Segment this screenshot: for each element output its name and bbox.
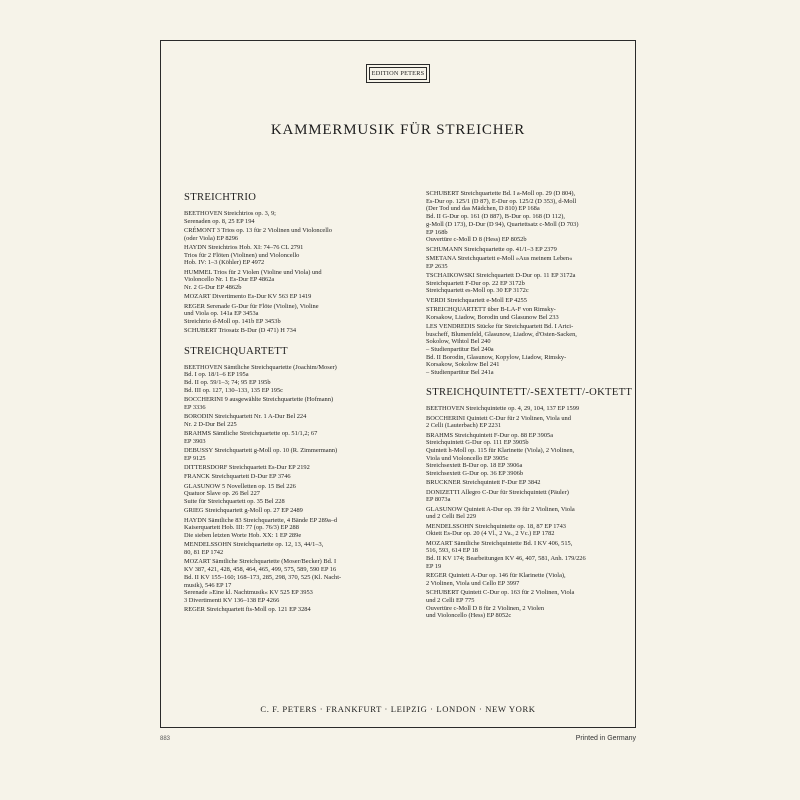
catalog-entry: HAYDN Streichtrios Hob. XI: 74–76 CL 2791 Trios für 2 Flöten (Violinen) und Violoncello Hob. IV: 1–3 (Köhler) EP 4972 bbox=[184, 244, 304, 267]
catalog-entry: MENDELSSOHN Streichquintette op. 18, 87 EP 1743 Oktett Es-Dur op. 20 (4 Vl., 2 Va., 2 Vc.) EP 1782 bbox=[426, 522, 566, 538]
catalog-entry: SCHUBERT Streichquartette Bd. I a-Moll op. 29 (D 804), Es-Dur op. 125/1 (D 87), E-Dur op. 125/2 (D 353), d-Moll (Der Tod und das Mädchen, D 810) EP 168a Bd. II G-Dur op. 161 (D 887), B-Dur op. 168 (D 112), g-Moll (D 173), D-Dur (D 94), Quartettsatz c-Moll (D 703) EP 168b Ouvertüre c-Moll D 8 (Hess) EP 8052b bbox=[426, 190, 579, 244]
page-title: KAMMERMUSIK FÜR STREICHER bbox=[270, 122, 526, 138]
catalog-entry: FRANCK Streichquartett D-Dur EP 3746 bbox=[184, 473, 291, 481]
catalog-entry: BEETHOVEN Streichtrios op. 3, 9; Serenaden op. 8, 25 EP 194 bbox=[184, 210, 276, 225]
left-column bbox=[184, 192, 396, 616]
printed-in-germany: Printed in Germany bbox=[575, 735, 636, 742]
catalog-entry: CRÉMONT 3 Trios op. 13 für 2 Violinen und Violoncello (oder Viola) EP 8296 bbox=[184, 227, 332, 242]
catalog-entry: BORODIN Streichquartett Nr. 1 A-Dur Bel 224 Nr. 2 D-Dur Bel 225 bbox=[184, 413, 307, 428]
catalog-entry: HAYDN Sämtliche 83 Streichquartette, 4 Bände EP 289a–d Kaiserquartett Hob. III: 77 (op. 76/3) EP 288 Die sieben letzten Worte Hob. XX: 1 EP 289e bbox=[184, 516, 338, 540]
catalog-entry: REGER Serenade G-Dur für Flöte (Violine), Violine und Viola op. 141a EP 3453a Streichtrio d-Moll op. 141b EP 3453b bbox=[184, 302, 319, 326]
catalog-entry: DONIZETTI Allegro C-Dur für Streichquintett (Päuler) EP 8073a bbox=[426, 488, 569, 504]
section-heading-streichquintett: STREICHQUINTETT/-SEXTETT/-OKTETT bbox=[426, 387, 633, 399]
catalog-entry: STREICHQUARTETT über B-LA-F von Rimsky- Korsakow, Liadow, Borodin und Glasunow Bel 233 bbox=[426, 305, 559, 321]
page-number: 883 bbox=[160, 736, 171, 742]
catalog-entry: SCHUBERT Quintett C-Dur op. 163 für 2 Violinen, Viola und 2 Celli EP 775 Ouvertüre c-Moll D 8 für 2 Violinen, 2 Violen und Violoncello (Hess) EP 8052c bbox=[426, 589, 575, 620]
catalog-entry: SMETANA Streichquartett e-Moll »Aus meinem Leben« EP 2635 bbox=[426, 254, 573, 270]
catalog-entry: GRIEG Streichquartett g-Moll op. 27 EP 2489 bbox=[184, 507, 303, 515]
catalog-entry: MENDELSSOHN Streichquartette op. 12, 13, 44/1–3, 80, 81 EP 1742 bbox=[184, 541, 324, 557]
catalog-entry: BRUCKNER Streichquintett F-Dur EP 3842 bbox=[426, 479, 541, 487]
section-heading-streichtrio: STREICHTRIO bbox=[184, 192, 257, 203]
catalog-entry: REGER Quintett A-Dur op. 146 für Klarinette (Viola), 2 Violinen, Viola und Cello EP 3997 bbox=[426, 572, 566, 587]
catalog-entry: SCHUMANN Streichquartette op. 41/1–3 EP 2379 bbox=[426, 245, 557, 253]
catalog-entry: DITTERSDORF Streichquartett Es-Dur EP 2192 bbox=[184, 464, 310, 472]
catalog-entry: VERDI Streichquartett e-Moll EP 4255 bbox=[426, 296, 527, 304]
catalog-entry: TSCHAIKOWSKI Streichquartett D-Dur op. 11 EP 3172a Streichquartett F-Dur op. 22 EP 3172b Streichquartett es-Moll op. 30 EP 3172c bbox=[426, 271, 576, 295]
catalog-entry: DEBUSSY Streichquartett g-Moll op. 10 (R. Zimmermann) EP 9125 bbox=[184, 447, 338, 462]
catalog-entry: MOZART Sämtliche Streichquartette (Moser/Becker) Bd. I KV 387, 421, 428, 458, 464, 465, 499, 575, 589, 590 EP 16 Bd. II KV 155–160; 168–173, 285, 298, 370, 525 (Kl. Nacht- musik), 546 EP 17 Serenade »Eine kl. Nachtmusik« KV 525 EP 3953 3 Divertimenti KV 136–138 EP 4266 bbox=[184, 558, 342, 604]
catalog-entry: BOCCHERINI 9 ausgewählte Streichquartette (Hofmann) EP 3336 bbox=[184, 396, 334, 411]
publisher-cities: C. F. PETERS · FRANKFURT · LEIPZIG · LONDON · NEW YORK bbox=[260, 704, 536, 714]
logo-text: EDITION PETERS bbox=[369, 67, 427, 80]
catalog-entry: HUMMEL Trios für 2 Violen (Violine und Viola) und Violoncello Nr. 1 Es-Dur EP 4862a Nr. 2 G-Dur EP 4862b bbox=[184, 268, 322, 292]
catalog-entry: BEETHOVEN Streichquintette op. 4, 29, 104, 137 EP 1599 bbox=[426, 405, 580, 413]
catalog-entry: MOZART Divertimento Es-Dur KV 563 EP 1419 bbox=[184, 293, 312, 301]
catalog-entry: GLASUNOW 5 Novelletten op. 15 Bel 226 Quatuor Slave op. 26 Bel 227 Suite für Streichquartett op. 35 Bel 228 bbox=[184, 482, 296, 506]
catalog-entry: REGER Streichquartett fis-Moll op. 121 EP 3284 bbox=[184, 606, 311, 614]
edition-peters-logo bbox=[366, 64, 430, 83]
section-heading-streichquartett: STREICHQUARTETT bbox=[184, 345, 288, 357]
catalog-entry: LES VENDREDIS Stücke für Streichquartett Bd. I Artci- buscheff, Blumenfeld, Glasunow, Liadow, d'Osten-Sacken, Sokolow, Wihtol Bel 240 – Studienpartitur Bel 240a Bd. II Borodin, Glasunow, Kopylow, Liadow, Rimsky- Korsakow, Sokolow Bel 241 – Studienpartitur Bel 241a bbox=[426, 322, 577, 377]
catalog-entry: GLASUNOW Quintett A-Dur op. 39 für 2 Violinen, Viola und 2 Celli Bel 229 bbox=[426, 505, 575, 521]
catalog-entry: MOZART Sämtliche Streichquintette Bd. I KV 406, 515, 516, 593, 614 EP 18 Bd. II KV 174; Bearbeitungen KV 46, 407, 581, Anh. 179/226 EP 19 bbox=[426, 539, 586, 570]
catalog-entry: BEETHOVEN Sämtliche Streichquartette (Joachim/Moser) Bd. I op. 18/1–6 EP 195a Bd. II op. 59/1–3; 74; 95 EP 195b Bd. III op. 127, 130–133, 135 EP 195c bbox=[184, 363, 337, 394]
catalog-entry: SCHUBERT Triosatz B-Dur (D 471) H 734 bbox=[184, 327, 297, 335]
catalog-entry: BRAHMS Streichquintett F-Dur op. 88 EP 3905a Streichquintett G-Dur op. 111 EP 3905b Quintett h-Moll op. 115 für Klarinette (Viola), 2 Violinen, Viola und Violoncello EP 3905c Streichsextett B-Dur op. 18 EP 3906a Streichsextett G-Dur op. 36 EP 3906b bbox=[426, 431, 575, 478]
right-column bbox=[426, 190, 638, 622]
catalog-entry: BRAHMS Sämtliche Streichquartette op. 51/1,2; 67 EP 3903 bbox=[184, 430, 318, 445]
catalog-entry: BOCCHERINI Quintett C-Dur für 2 Violinen, Viola und 2 Celli (Lauterbach) EP 2231 bbox=[426, 414, 571, 430]
